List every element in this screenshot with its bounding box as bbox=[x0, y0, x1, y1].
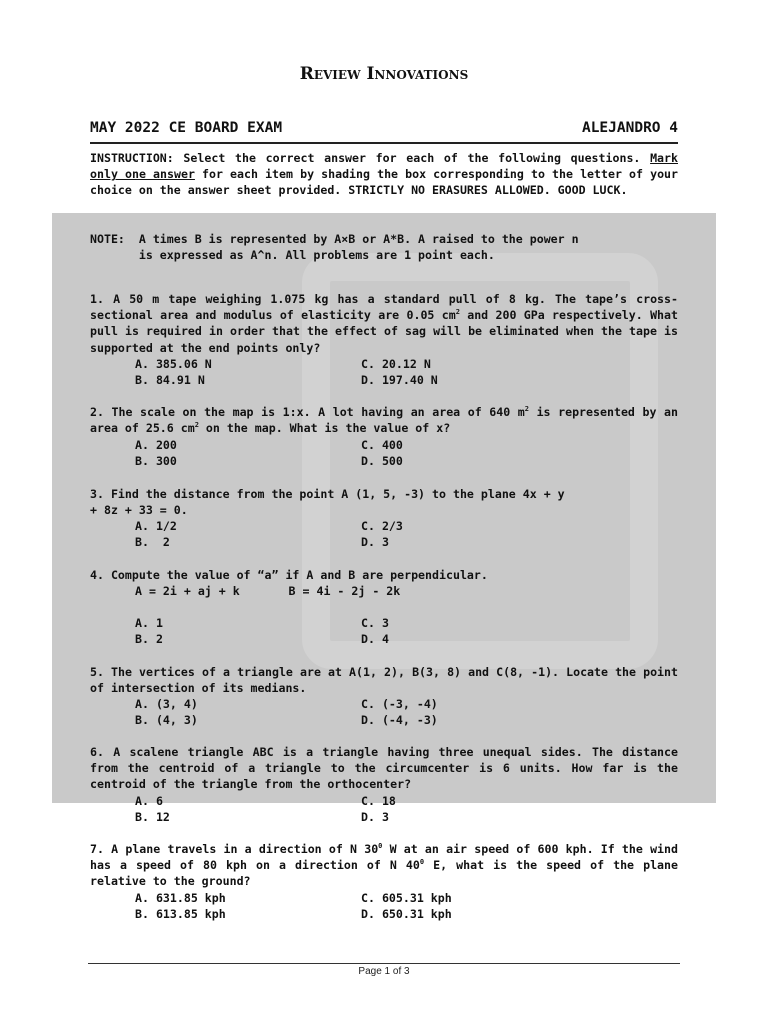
question-5-option-b: B. (4, 3) bbox=[135, 713, 198, 727]
question-7-option-b: B. 613.85 kph bbox=[135, 907, 226, 921]
question-2-text-end: on the map. What is the value of x? bbox=[198, 421, 451, 436]
question-6-option-b: B. 12 bbox=[135, 810, 170, 824]
question-4-option-c: C. 3 bbox=[361, 616, 389, 630]
instruction-text: INSTRUCTION: Select the correct answer for each of the following questions. bbox=[90, 151, 651, 165]
question-7-text-cont: W at an air speed of 600 kph. If the wind has a speed of 80 kph on a direction of N 40 bbox=[90, 842, 678, 873]
question-5-option-c: C. (-3, -4) bbox=[361, 697, 438, 711]
superscript: 2 bbox=[194, 421, 199, 430]
exam-header bbox=[90, 120, 678, 144]
question-7 bbox=[90, 841, 678, 890]
exam-set-name: ALEJANDRO 4 bbox=[581, 120, 678, 136]
question-1 bbox=[90, 291, 678, 356]
note-line-2: is expressed as A^n. All problems are 1 point each. bbox=[90, 248, 495, 262]
note-line-1: NOTE: A times B is represented by A×B or A*B. A raised to the power n bbox=[90, 232, 579, 246]
question-7-option-a: A. 631.85 kph bbox=[135, 891, 226, 905]
instruction-text-rest: for each item by shading the box corresponding to the letter of your choice on the answer sheet provided. STRICTLY NO ERASURES ALLOWED. GOOD LUCK. bbox=[90, 167, 679, 198]
question-2-text: 2. The scale on the map is 1:x. A lot having an area of 640 m bbox=[90, 405, 525, 419]
question-4-option-d: D. 4 bbox=[361, 632, 389, 646]
question-7-text: 7. A plane travels in a direction of N 30 bbox=[90, 842, 379, 856]
instruction-emphasis: Mark only one answer bbox=[90, 151, 678, 182]
question-5-option-d: D. (-4, -3) bbox=[361, 713, 438, 727]
question-2 bbox=[90, 404, 678, 436]
page-number: Page 1 of 3 bbox=[358, 966, 410, 977]
question-2-option-a: A. 200 bbox=[135, 438, 177, 452]
question-1-option-b: B. 84.91 N bbox=[135, 373, 205, 387]
question-6-option-a: A. 6 bbox=[135, 794, 163, 808]
question-3-option-d: D. 3 bbox=[361, 535, 389, 549]
superscript: 2 bbox=[524, 405, 529, 414]
question-4-vectors: A = 2i + aj + k B = 4i - 2j - 2k bbox=[135, 584, 401, 598]
question-5: 5. The vertices of a triangle are at A(1, 2), B(3, 8) and C(8, -1). Locate the point of intersection of its medians. bbox=[90, 665, 678, 696]
footer-divider bbox=[88, 963, 680, 964]
question-3-line-1: 3. Find the distance from the point A (1, 5, -3) to the plane 4x + y bbox=[90, 487, 565, 501]
question-7-option-c: C. 605.31 kph bbox=[361, 891, 452, 905]
exam-title: MAY 2022 CE BOARD EXAM bbox=[90, 120, 283, 136]
question-3-line-2: + 8z + 33 = 0. bbox=[90, 503, 188, 517]
question-3-option-a: A. 1/2 bbox=[135, 519, 177, 533]
question-6: 6. A scalene triangle ABC is a triangle having three unequal sides. The distance from the centroid of a triangle to the circumcenter is 6 units. How far is the centroid of the triangle from the orthocenter? bbox=[90, 745, 678, 792]
question-4-option-b: B. 2 bbox=[135, 632, 163, 646]
question-2-option-d: D. 500 bbox=[361, 454, 403, 468]
question-4-option-a: A. 1 bbox=[135, 616, 163, 630]
instruction-paragraph bbox=[90, 150, 678, 199]
question-2-option-c: C. 400 bbox=[361, 438, 403, 452]
question-4-line-1: 4. Compute the value of “a” if A and B are perpendicular. bbox=[90, 568, 488, 582]
question-6-option-c: C. 18 bbox=[361, 794, 396, 808]
question-3-option-b: B. 2 bbox=[135, 535, 170, 549]
question-2-option-b: B. 300 bbox=[135, 454, 177, 468]
superscript: 0 bbox=[419, 858, 425, 867]
question-1-text-cont: and 200 GPa respectively. What pull is required in order that the effect of sag will be eliminated when the tape is supported at the end points only? bbox=[90, 308, 678, 355]
question-7-option-d: D. 650.31 kph bbox=[361, 907, 452, 921]
question-6-option-d: D. 3 bbox=[361, 810, 389, 824]
superscript: 2 bbox=[455, 308, 460, 317]
question-1-text: 1. A 50 m tape weighing 1.075 kg has a standard pull of 8 kg. The tape’s cross-sectional area and modulus of elasticity are 0.05 cm bbox=[90, 292, 678, 323]
question-7-text-end: E, what is the speed of the plane relative to the ground? bbox=[90, 858, 678, 889]
brand-header: Review Innovations bbox=[299, 64, 469, 84]
question-2-text-cont: is represented by an area of 25.6 cm bbox=[90, 405, 678, 436]
superscript: 0 bbox=[378, 842, 383, 851]
question-1-option-d: D. 197.40 N bbox=[361, 373, 438, 387]
question-5-option-a: A. (3, 4) bbox=[135, 697, 198, 711]
question-1-option-c: C. 20.12 N bbox=[361, 357, 431, 371]
question-3-option-c: C. 2/3 bbox=[361, 519, 403, 533]
question-1-option-a: A. 385.06 N bbox=[135, 357, 212, 371]
